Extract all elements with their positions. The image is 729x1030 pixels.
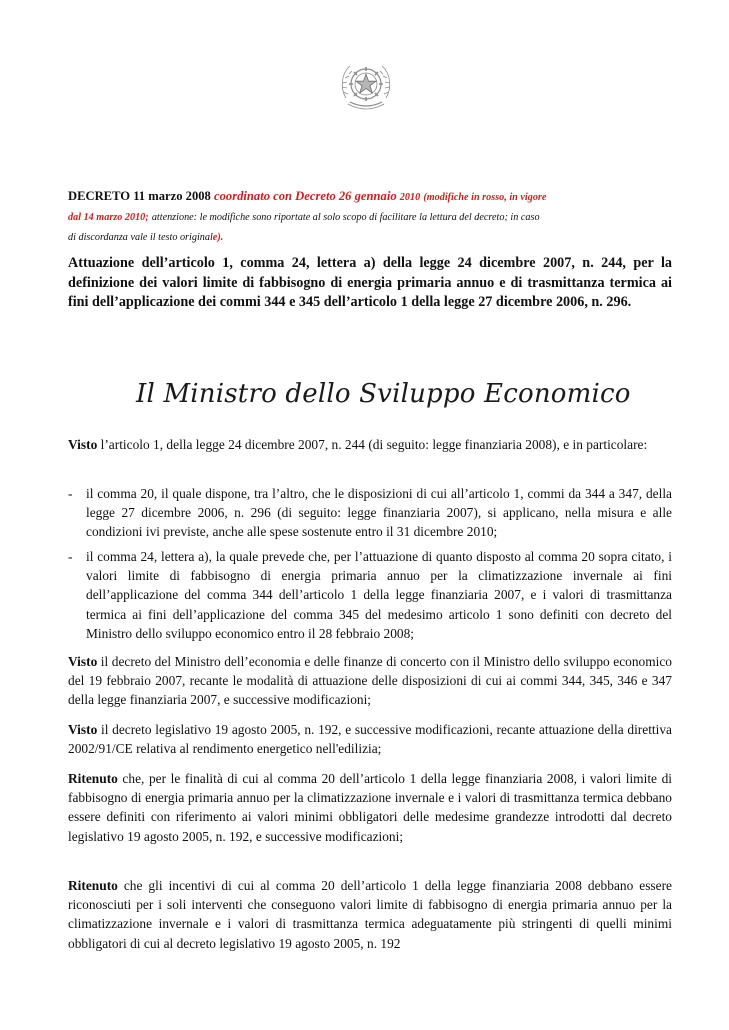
list-dash: - xyxy=(68,486,73,501)
paragraph-lead: Visto xyxy=(68,722,98,737)
paragraph-ritenuto-2 xyxy=(68,876,672,953)
header-line-2 xyxy=(68,207,688,227)
decree-title: Attuazione dell’articolo 1, comma 24, lettera a) della legge 24 dicembre 2007, n. 244, per la definizione dei valori limite di fabbisogno di energia primaria annuo e di trasmittanza termica ai fini dell’applicazione dei commi 344 e 345 dell’articolo 1 della legge 27 dicembre 2006, n. 296. xyxy=(68,255,672,310)
discordance-note-end: e). xyxy=(212,232,224,243)
paragraph-text: che gli incentivi di cui al comma 20 dell’articolo 1 della legge finanziaria 2008 debbano essere riconosciuti per i soli interventi che conseguono valori limite di fabbisogno di energia primaria annuo per la climatizzazione invernale e i valori di trasmittanza termica adeguatamente più stringenti di quelli minimi obbligatori di cui al decreto legislativo 19 agosto 2005, n. 192 xyxy=(68,878,672,951)
italian-republic-emblem-icon xyxy=(336,54,396,120)
minister-heading: Il Ministro dello Sviluppo Economico xyxy=(136,379,631,409)
paragraph-visto-1 xyxy=(68,435,672,454)
paragraph-lead: Ritenuto xyxy=(68,878,118,893)
paragraph-lead: Ritenuto xyxy=(68,771,118,786)
header-line-3 xyxy=(68,227,688,247)
list-dash: - xyxy=(68,549,73,564)
header-line-1 xyxy=(68,187,688,207)
list-item-text: il comma 24, lettera a), la quale prevede che, per l’attuazione di quanto disposto al comma 20 sopra citato, i valori limite di fabbisogno di energia primaria annuo per la climatizzazione invernale ai fini dell’applicazione del comma 344 dell’articolo 1 della legge finanziaria 2007, e i valori di trasmittanza termica ai fini dell’applicazione del comma 345 del medesimo articolo 1 sono definiti con decreto del Ministro dello sviluppo economico entro il 28 febbraio 2008; xyxy=(86,549,672,641)
paragraph-lead: Visto xyxy=(68,654,98,669)
list-item-comma-20 xyxy=(68,484,672,542)
list-item-text: il comma 20, il quale dispone, tra l’altro, che le disposizioni di cui all’articolo 1, commi da 344 a 347, della legge 27 dicembre 2006, n. 296 (di seguito: legge finanziaria 2007), si applicano, nella misura e alle condizioni ivi previste, anche alle spese sostenute entro il 31 dicembre 2010; xyxy=(86,486,672,540)
paragraph-text: l’articolo 1, della legge 24 dicembre 2007, n. 244 (di seguito: legge finanziaria 2008), e in particolare: xyxy=(97,437,648,452)
paragraph-lead: Visto xyxy=(68,437,98,452)
list-item-comma-24 xyxy=(68,547,672,643)
paragraph-text: il decreto del Ministro dell’economia e delle finanze di concerto con il Ministro dello sviluppo economico del 19 febbraio 2007, recante le modalità di attuazione delle disposizioni di cui ai commi 344, 345, 346 e 347 della legge finanziaria 2007, e successive modificazioni; xyxy=(68,654,672,708)
effective-date: dal 14 marzo 2010; xyxy=(68,212,149,223)
coordinated-note: coordinato con Decreto 26 gennaio xyxy=(214,189,397,203)
paragraph-text: che, per le finalità di cui al comma 20 dell’articolo 1 della legge finanziaria 2008, i valori limite di fabbisogno di energia primaria annuo per la climatizzazione invernale e i valori di trasmittanza termica debbano essere definiti con riferimento ai valori minimi obbligatori delle medesime grandezze introdotti dal decreto legislativo 19 agosto 2005, n. 192, e successive modificazioni; xyxy=(68,771,672,844)
paragraph-visto-2 xyxy=(68,652,672,710)
paragraph-ritenuto-1 xyxy=(68,769,672,846)
paragraph-text: il decreto legislativo 19 agosto 2005, n. 192, e successive modificazioni, recante attuazione della direttiva 2002/91/CE relativa al rendimento energetico nell'edilizia; xyxy=(68,722,672,757)
attention-note: attenzione: le modifiche sono riportate al solo scopo di facilitare la lettura del decreto; in caso xyxy=(151,212,540,223)
decree-label: DECRETO 11 marzo 2008 xyxy=(68,189,211,203)
decree-header xyxy=(68,187,688,247)
paragraph-visto-3 xyxy=(68,720,672,758)
coordinated-year: 2010 xyxy=(399,192,421,203)
discordance-note: di discordanza vale il testo original xyxy=(68,232,213,243)
changes-note: (modifiche in rosso, in vigore xyxy=(423,192,547,203)
